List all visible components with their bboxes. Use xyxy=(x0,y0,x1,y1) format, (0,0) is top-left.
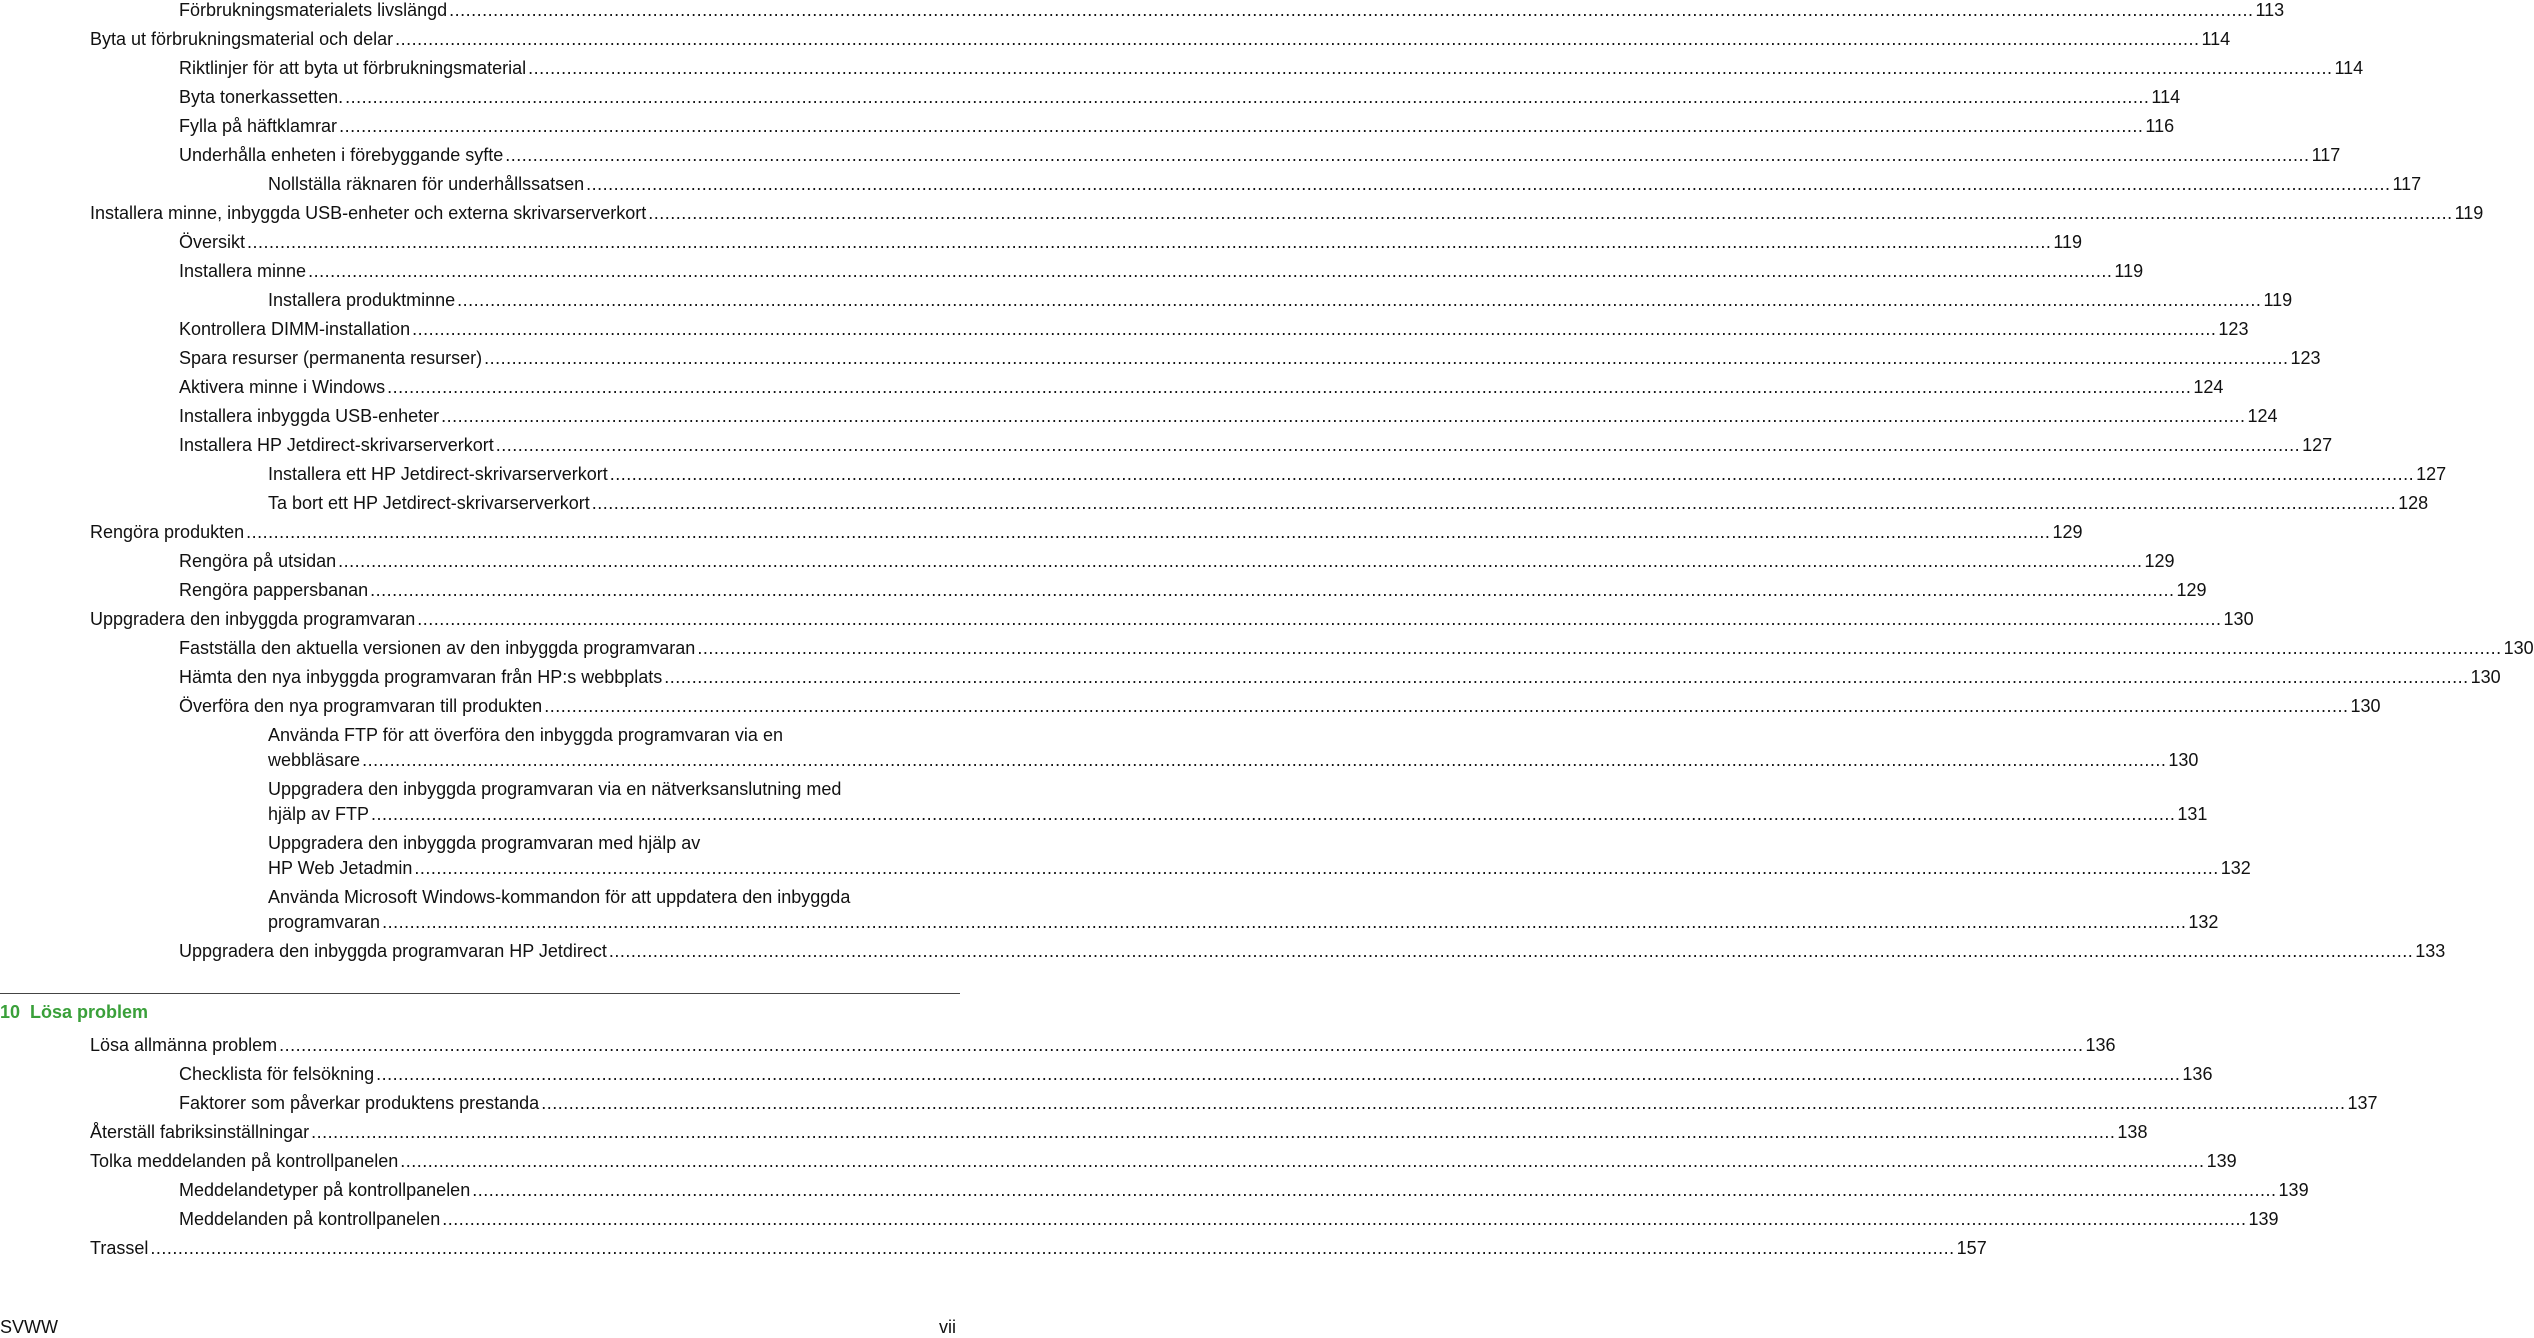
dot-leader xyxy=(382,910,2186,935)
toc-entry-page: 113 xyxy=(2255,0,2285,20)
toc-entry-page: 129 xyxy=(2176,580,2207,600)
dot-leader xyxy=(400,1149,2204,1174)
chapter-divider xyxy=(0,993,960,994)
toc-entry[interactable] xyxy=(0,578,2207,603)
toc-entry-title: Trassel xyxy=(90,1238,149,1258)
toc-entry-title-line2: HP Web Jetadmin xyxy=(268,858,413,878)
toc-entry-title: Meddelandetyper på kontrollpanelen xyxy=(179,1180,471,1200)
toc-entry[interactable] xyxy=(0,831,2251,881)
toc-entry[interactable] xyxy=(0,1062,2213,1087)
toc-entry-title-line2: programvaran xyxy=(268,912,381,932)
footer-code: SVWW xyxy=(0,1317,58,1337)
dot-leader xyxy=(441,404,2245,429)
toc-entry-page: 116 xyxy=(2145,116,2175,136)
toc-entry[interactable] xyxy=(0,520,2083,545)
toc-entry[interactable] xyxy=(0,1033,2116,1058)
dot-leader xyxy=(417,607,2221,632)
dot-leader xyxy=(412,317,2216,342)
toc-entry-title: Nollställa räknaren för underhållssatsen xyxy=(268,174,585,194)
toc-entry-page: 132 xyxy=(2220,858,2251,878)
toc-entry[interactable] xyxy=(0,607,2254,632)
dot-leader xyxy=(528,56,2332,81)
toc-entry-page: 139 xyxy=(2206,1151,2237,1171)
dot-leader xyxy=(376,1062,2180,1087)
toc-entry-page: 129 xyxy=(2144,551,2175,571)
toc-entry[interactable] xyxy=(0,636,2534,661)
dot-leader xyxy=(442,1207,2246,1232)
toc-entry[interactable] xyxy=(0,230,2083,255)
toc-entry-page: 129 xyxy=(2052,522,2083,542)
toc-entry-title: Rengöra pappersbanan xyxy=(179,580,369,600)
dot-leader xyxy=(246,520,2050,545)
toc-entry-page: 114 xyxy=(2151,87,2181,107)
toc-entry-title: Återställ fabriksinställningar xyxy=(90,1122,310,1142)
toc-entry-title: Hämta den nya inbyggda programvaran från HP:s webbplats xyxy=(179,667,663,687)
toc-entry-title: Installera ett HP Jetdirect-skrivarserverkort xyxy=(268,464,608,484)
toc-entry[interactable] xyxy=(0,27,2231,52)
dot-leader xyxy=(505,143,2309,168)
toc-entry-title: Underhålla enheten i förebyggande syfte xyxy=(179,145,504,165)
toc-entry-title: Tolka meddelanden på kontrollpanelen xyxy=(90,1151,399,1171)
toc-entry[interactable] xyxy=(0,885,2219,935)
toc-entry-title: Spara resurser (permanenta resurser) xyxy=(179,348,483,368)
dot-leader xyxy=(414,856,2218,881)
toc-entry-title-line1: Uppgradera den inbyggda programvaran med hjälp av xyxy=(268,833,701,853)
dot-leader xyxy=(150,1236,1954,1261)
toc-entry-page: 139 xyxy=(2248,1209,2279,1229)
toc-entry-page: 127 xyxy=(2416,464,2447,484)
toc-entry-title: Förbrukningsmaterialets livslängd xyxy=(179,0,448,20)
dot-leader xyxy=(339,114,2143,139)
dot-leader xyxy=(308,259,2112,284)
toc-entry-page: 130 xyxy=(2503,638,2534,658)
toc-entry-page: 119 xyxy=(2053,232,2083,252)
toc-entry-page: 127 xyxy=(2302,435,2333,455)
toc-entry[interactable] xyxy=(0,375,2224,400)
toc-entry-title: Uppgradera den inbyggda programvaran xyxy=(90,609,416,629)
toc-entry-page: 132 xyxy=(2188,912,2219,932)
dot-leader xyxy=(541,1091,2345,1116)
toc-entry-page: 130 xyxy=(2168,750,2199,770)
toc-entry[interactable] xyxy=(0,1091,2378,1116)
toc-entry-title: Riktlinjer för att byta ut förbrukningsmaterial xyxy=(179,58,527,78)
toc-entry-page: 117 xyxy=(2392,174,2422,194)
toc-entry-title: Ta bort ett HP Jetdirect-skrivarserverkort xyxy=(268,493,590,513)
toc-entry-page: 130 xyxy=(2223,609,2254,629)
toc-entry[interactable] xyxy=(0,172,2422,197)
toc-entry[interactable] xyxy=(0,694,2381,719)
dot-leader xyxy=(345,85,2149,110)
toc-entry-title: Kontrollera DIMM-installation xyxy=(179,319,411,339)
dot-leader xyxy=(586,172,2390,197)
chapter-number: 10 xyxy=(0,1002,21,1022)
toc-entry-title: Rengöra produkten xyxy=(90,522,245,542)
dot-leader xyxy=(449,0,2253,23)
toc-entry-title-line2: hjälp av FTP xyxy=(268,804,370,824)
toc-entry-title: Överföra den nya programvaran till produkten xyxy=(179,696,543,716)
toc-entry-title: Byta tonerkassetten. xyxy=(179,87,344,107)
toc-entry-title: Installera inbyggda USB-enheter xyxy=(179,406,440,426)
dot-leader xyxy=(592,491,2396,516)
dot-leader xyxy=(484,346,2288,371)
toc-entry-page: 114 xyxy=(2334,58,2364,78)
toc-entry-title: Lösa allmänna problem xyxy=(90,1035,278,1055)
toc-entry-page: 157 xyxy=(1956,1238,1987,1258)
toc-entry[interactable] xyxy=(0,777,2208,827)
toc-entry-page: 119 xyxy=(2114,261,2144,281)
toc-entry-title: Aktivera minne i Windows xyxy=(179,377,386,397)
toc-entry-title: Installera minne xyxy=(179,261,307,281)
dot-leader xyxy=(609,939,2413,964)
toc-entry-title: Installera minne, inbyggda USB-enheter och externa skrivarserverkort xyxy=(90,203,647,223)
toc-entry-title: Översikt xyxy=(179,232,246,252)
toc-entry-title-line1: Uppgradera den inbyggda programvaran via en nätverksanslutning med xyxy=(268,779,842,799)
toc-entry-page: 123 xyxy=(2218,319,2249,339)
dot-leader xyxy=(371,802,2175,827)
toc-entry-page: 119 xyxy=(2454,203,2484,223)
toc-entry-page: 124 xyxy=(2247,406,2278,426)
toc-entry-title: Checklista för felsökning xyxy=(179,1064,375,1084)
dot-leader xyxy=(664,665,2468,690)
dot-leader xyxy=(697,636,2501,661)
toc-entry[interactable] xyxy=(0,939,2446,964)
toc-entry-page: 136 xyxy=(2182,1064,2213,1084)
toc-entry-title-line1: Använda Microsoft Windows-kommandon för att uppdatera den inbyggda xyxy=(268,887,851,907)
toc-entry-page: 138 xyxy=(2117,1122,2148,1142)
toc-entry[interactable] xyxy=(0,259,2144,284)
chapter-heading[interactable] xyxy=(0,1000,958,1025)
dot-leader xyxy=(544,694,2348,719)
dot-leader xyxy=(247,230,2051,255)
toc-entry[interactable] xyxy=(0,201,2484,226)
toc-entry-title: Meddelanden på kontrollpanelen xyxy=(179,1209,441,1229)
toc-entry-page: 128 xyxy=(2398,493,2429,513)
dot-leader xyxy=(648,201,2452,226)
dot-leader xyxy=(370,578,2174,603)
toc-entry-page: 114 xyxy=(2201,29,2231,49)
toc-entry-title: Installera HP Jetdirect-skrivarserverkort xyxy=(179,435,494,455)
toc-entry-page: 130 xyxy=(2350,696,2381,716)
toc-entry[interactable] xyxy=(0,723,2199,773)
dot-leader xyxy=(496,433,2300,458)
toc-entry[interactable] xyxy=(0,665,2501,690)
dot-leader xyxy=(362,748,2166,773)
toc-entry[interactable] xyxy=(0,1207,2279,1232)
toc-entry-title: Rengöra på utsidan xyxy=(179,551,337,571)
toc-entry-page: 136 xyxy=(2085,1035,2116,1055)
toc-entry[interactable] xyxy=(0,143,2341,168)
dot-leader xyxy=(395,27,2199,52)
toc-entry-page: 137 xyxy=(2347,1093,2378,1113)
dot-leader xyxy=(311,1120,2115,1145)
toc-entry[interactable] xyxy=(0,1149,2237,1174)
toc-entry[interactable] xyxy=(0,346,2321,371)
toc-entry[interactable] xyxy=(0,317,2249,342)
toc-entry[interactable] xyxy=(0,114,2175,139)
dot-leader xyxy=(610,462,2414,487)
toc-entry-page: 124 xyxy=(2193,377,2224,397)
toc-entry[interactable] xyxy=(0,1236,1987,1261)
toc-entry[interactable] xyxy=(0,288,2293,313)
dot-leader xyxy=(338,549,2142,574)
toc-entry[interactable] xyxy=(0,491,2429,516)
toc-entry-page: 130 xyxy=(2470,667,2501,687)
toc-entry-page: 123 xyxy=(2290,348,2321,368)
toc-entry[interactable] xyxy=(0,433,2333,458)
toc-entry-title: Uppgradera den inbyggda programvaran HP Jetdirect xyxy=(179,941,607,961)
dot-leader xyxy=(279,1033,2083,1058)
toc-entry-page: 139 xyxy=(2278,1180,2309,1200)
toc-entry-page: 131 xyxy=(2177,804,2208,824)
toc-entry-page: 117 xyxy=(2311,145,2341,165)
toc-entry-title: Faktorer som påverkar produktens prestanda xyxy=(179,1093,540,1113)
toc-entry[interactable] xyxy=(0,1120,2148,1145)
toc-entry-title-line2: webbläsare xyxy=(268,750,361,770)
toc-entry-page: 133 xyxy=(2415,941,2446,961)
toc-entry-title-line1: Använda FTP för att överföra den inbyggda programvaran via en xyxy=(268,725,783,745)
toc-entry-title: Fastställa den aktuella versionen av den inbyggda programvaran xyxy=(179,638,696,658)
toc-entry-title: Installera produktminne xyxy=(268,290,456,310)
toc-entry[interactable] xyxy=(0,549,2175,574)
toc-entry-title: Fylla på häftklamrar xyxy=(179,116,338,136)
toc-entry-title: Byta ut förbrukningsmaterial och delar xyxy=(90,29,394,49)
dot-leader xyxy=(387,375,2191,400)
toc-entry[interactable] xyxy=(0,462,2447,487)
toc-entry-page: 119 xyxy=(2263,290,2293,310)
footer-page-number: vii xyxy=(939,1317,956,1337)
chapter-title: Lösa problem xyxy=(30,1002,149,1022)
toc-entry[interactable] xyxy=(0,56,2364,81)
toc-entry[interactable] xyxy=(0,1178,2309,1203)
toc-entry[interactable] xyxy=(0,0,2285,23)
toc-entry[interactable] xyxy=(0,404,2278,429)
toc-entry[interactable] xyxy=(0,85,2181,110)
dot-leader xyxy=(457,288,2261,313)
dot-leader xyxy=(472,1178,2276,1203)
